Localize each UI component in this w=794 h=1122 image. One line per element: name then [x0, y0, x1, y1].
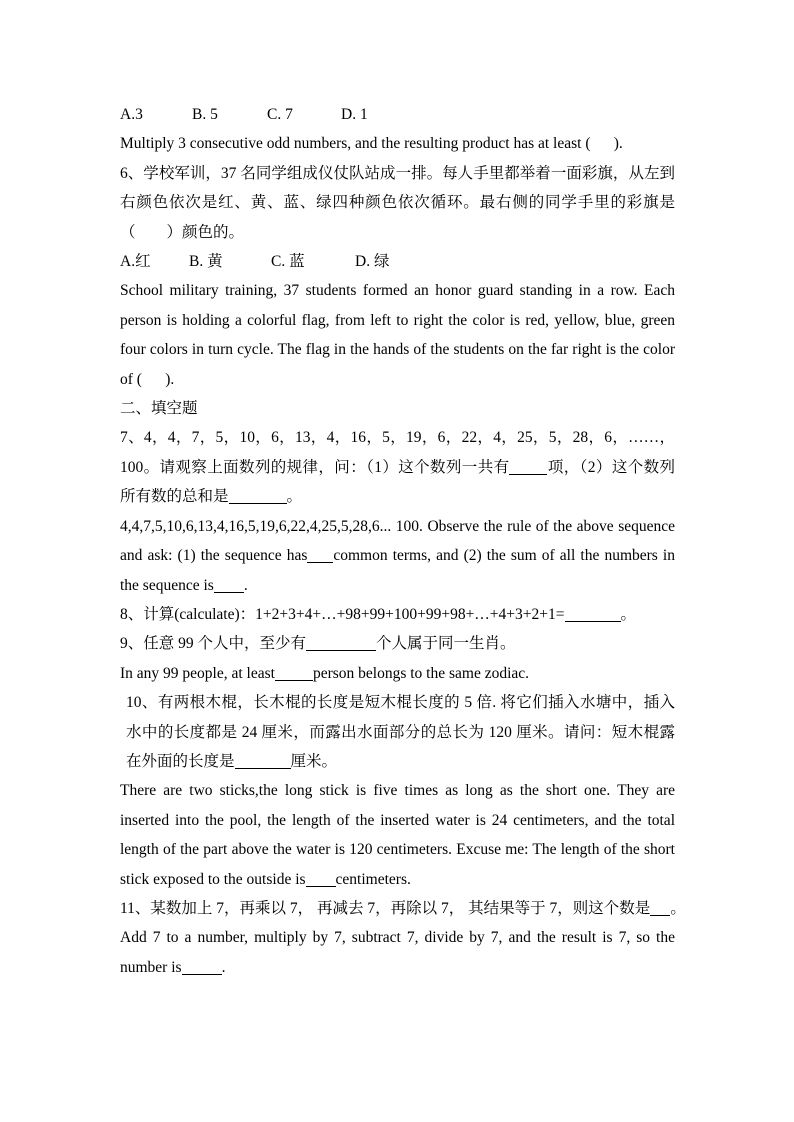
q5-option-a: A.3	[120, 106, 143, 123]
q10-chinese	[120, 688, 675, 776]
q11-cn-text-b: 。	[670, 899, 686, 917]
q8-text: 8、计算(calculate)：1+2+3+4+…+98+99+100+99+98+…+4+3+2+1=	[120, 605, 565, 623]
q9-english	[120, 659, 675, 688]
q9-text-a: 9、任意 99 个人中，至少有	[120, 635, 307, 653]
q10-en-blank	[306, 870, 336, 887]
q6-option-d: D. 绿	[355, 253, 390, 271]
q7-chinese	[120, 423, 675, 511]
q8-calculate	[120, 600, 675, 629]
q9-en-text-a: In any 99 people, at least	[120, 664, 275, 682]
worksheet-content	[120, 100, 686, 982]
q9-en-text-b: person belongs to the same zodiac.	[312, 664, 530, 682]
q9-chinese	[120, 629, 675, 658]
q7-blank-1	[509, 458, 547, 475]
q11-cn-text-a: 11、某数加上 7，再乘以 7， 再减去 7，再除以 7， 其结果等于 7，则这个数是	[120, 899, 651, 917]
q5-options	[120, 100, 675, 129]
q11-en-blank	[182, 958, 222, 975]
q11-en-text-b: .	[221, 958, 226, 976]
q10-en-text-b: centimeters.	[335, 870, 411, 888]
q7-english	[120, 512, 675, 600]
q6-chinese: 6、学校军训，37 名同学组成仪仗队站成一排。每人手里都举着一面彩旗，从左到右颜色依次是红、黄、蓝、绿四种颜色依次循环。最右侧的同学手里的彩旗是（ ）颜色的。	[120, 164, 675, 241]
q6-english: School military training, 37 students formed an honor guard standing in a row. Each person is holding a colorful flag, from left to right the color is red, yellow, blue, green four colors in turn cycle. The flag in the hands of the students on the far right is the color of ( ).	[120, 282, 675, 388]
q7-cn-text-b: 项，（2）这个数列所有数的总和是	[120, 458, 675, 506]
q5-option-d: D. 1	[341, 106, 368, 123]
q11-en-text-a: Add 7 to a number, multiply by 7, subtract 7, divide by 7, and the result is 7, so the number is	[120, 929, 675, 976]
q7-blank-2	[229, 488, 287, 505]
q10-cn-text-b: 厘米。	[290, 752, 338, 770]
q8-blank	[565, 605, 621, 622]
q10-cn-text-a: 10、有两根木棍，长木棍的长度是短木棍长度的 5 倍. 将它们插入水塘中，插入水中的长度都是 24 厘米，而露出水面部分的总长为 120 厘米。请问：短木棍露在外面的长度是	[126, 694, 675, 770]
q6-option-b: B. 黄	[189, 253, 223, 271]
q10-en-text-a: There are two sticks,the long stick is five times as long as the short one. They are inserted into the pool, the length of the inserted water is 24 centimeters, and the total length of the part above the water is 120 centimeters. Excuse me: The length of the short stick exposed to the outside is	[120, 782, 675, 888]
q10-english	[120, 776, 675, 894]
q9-blank	[306, 635, 376, 652]
q6-option-c: C. 蓝	[271, 253, 305, 271]
q6-options	[120, 247, 675, 276]
q5-option-b: B. 5	[192, 106, 218, 123]
q9-text-b: 个人属于同一生肖。	[376, 635, 516, 653]
q6-option-a: A.红	[120, 253, 151, 271]
q7-en-blank-2	[214, 576, 244, 593]
q11-chinese	[120, 894, 686, 923]
q7-en-blank-1	[307, 547, 333, 564]
q11-blank	[650, 899, 670, 916]
q7-en-text-a: 4,4,7,5,10,6,13,4,16,5,19,6,22,4,25,5,28,6... 100. Observe the rule of the above sequence and ask: (1) the sequence has	[120, 517, 675, 565]
q11-english	[120, 923, 675, 982]
q8-text-end: 。	[620, 605, 637, 623]
q5-english: Multiply 3 consecutive odd numbers, and the resulting product has at least ( ).	[120, 135, 623, 153]
section-fill-in-title: 二、填空题	[120, 400, 198, 418]
q7-en-text-b: common terms, and (2) the sum of all the numbers in the sequence is	[120, 547, 675, 594]
q9-en-blank	[275, 664, 313, 681]
q5-option-c: C. 7	[267, 106, 293, 123]
q10-blank	[235, 752, 291, 769]
q7-en-text-c: .	[243, 576, 248, 594]
q7-cn-text-a: 7、4，4，7，5，10，6，13，4，16，5，19，6，22，4，25，5，28，6，……，100。请观察上面数列的规律，问：（1）这个数列一共有	[120, 429, 675, 476]
q7-cn-text-c: 。	[286, 488, 303, 506]
